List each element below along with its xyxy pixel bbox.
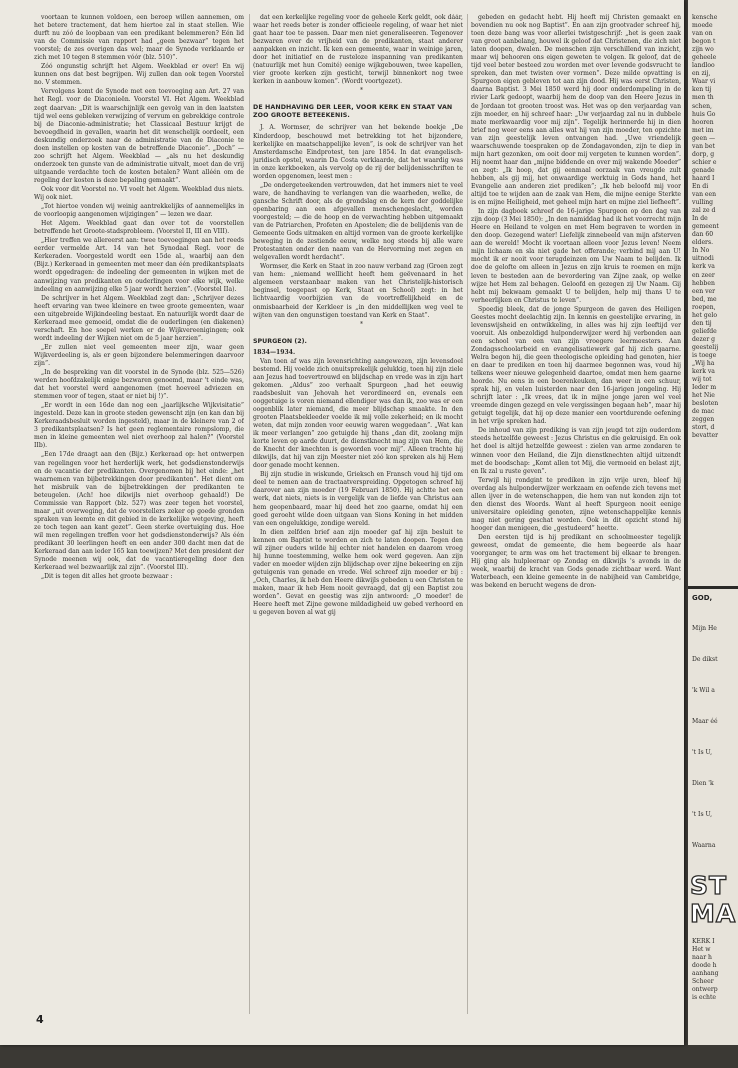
paragraph: „Dit is tegen dit alles het groote bezwaar :	[41, 573, 173, 581]
adjacent-text-line: den tij	[692, 319, 712, 327]
adjacent-text-line: ken tij	[692, 86, 712, 94]
poem-line: De dikst	[692, 656, 718, 664]
adjacent-text-line: kerk va	[692, 263, 715, 271]
paragraph: Zóó ongunstig schrijft het Algem. Weekblad er over! En wij kunnen ons dat best begrijpen. Wij zullen dan ook tegen Voorstel no. V stemmen.	[34, 63, 244, 87]
adjacent-text-line: gemeent	[692, 223, 719, 231]
paragraph: Van toen af was zijn levensrichting aangewezen, zijn levensdoel bestemd. Hij voelde zich onuitsprekelijk gelukkig, toen hij zijn ziele aan Jezus had toevertrouwd en blijdschap en vrede was in zijn hart gekomen. „Aldus” zoo verhaalt Spurgeon „had het eeuwig raadsbesluit van Jehovah het verordineerd en, evenals een ooggetuige is voren niemand ellendiger was dan ik, zoo was er een oogenblik later niemand, die meer blijdschap smaakte. In den grooten Plaatsbekleeder voelde ik mij volle zekerheid; en ik mocht weten, dat mijn zonden voor eeuwig waren weggedaan”. „Wat kan ik meer verlangen” zoo getuigde hij thans „dan dit, zoolang mijn korte leven op aarde duurt, de dienstknecht mag zijn van Hem, die de Knecht der knechten is geworden voor mij”. Alleen trachte hij dikwijls, dat hij van zijn Meester niet zóó kon spreken als hij Hem door genade mocht kennen.	[253, 357, 463, 470]
adjacent-page-poem	[688, 625, 738, 873]
paragraph: Den eersten tijd is hij predikant en schoolmeester tegelijk geweest, omdat de gemeente, die hem begeerde als haar voorganger, te arm was om het tractement bij elkaar te brengen. Hij ging als hulpleeraar op Zondag en dikwijls 's avonds in de week, waarbij de kracht van Gods genade zichtbaar werd. Want Waterbeach, een kleine gemeente in de nabijheid van Cambridge, was bekend en berucht wegens de dron-	[471, 534, 681, 590]
adjacent-text-line: kensche	[692, 14, 718, 21]
paragraph: De inhoud van zijn prediking is van zijn jeugd tot zijn ouderdom steeds hetzelfde geweest : Jezus Christus en die gekruisigd. En ook het doel is altijd hetzelfde geweest : zielen van arme zondaren te winnen voor den Heiland, die Zijn dienstknechten altijd uitzendt met de boodschap: „Komt allen tot Mij, die vermoeid en belast zijt, en Ik zal u ruste geven”.	[471, 427, 681, 475]
article-column-3	[471, 14, 681, 1014]
adjacent-text-line: Het w	[692, 946, 711, 954]
poem-line: 't Is U,	[692, 749, 713, 757]
paragraph: Terwijl hij rondgint te prediken in zijn vrije uren, bleef hij overdag als hulponderwijzer werkzaam en oefende zich tevens met allen ijver in de wetenschappen, die hem van nut konden zijn tot den dienst des Woords. Want al heeft Spurgeon nooit eenige universitaire opleiding genoten, zijne wetenschappelijke kennis mag niet gering geschat worden. Ook in dit opzicht stond hij hooger dan menigeen, die „gestudeerd” heette.	[471, 476, 681, 532]
adjacent-text-line: En di	[692, 182, 709, 190]
poem-line: Maar éé	[692, 718, 718, 726]
paragraph: In zijn dagboek schreef de 16-jarige Spurgeon op den dag van zijn doop (3 Mei 1850): „In den namiddag had ik het voorrecht mijn Heere en Heiland te volgen en met Hem begraven te worden in den doop. Gezegend water! Liefelijk zinnebeeld van mijn afsterven aan de wereld! Mocht ik voortaan alleen voor Jezus leven! Neem mijn lichaam en sla niet gade het offerande; verbind mij aan U! mocht ik er nooit voor terugdeinzen om Uw Naam te belijden. Ik doe de gelofte om alleen in Jezus en zijn kruis te roemen en mijn leven te besteden aan de bevordering van Zijne zaak, op welke wijze het Hem zal behagen. Geloofd en gezegen zij Uw Naam. Gij hebt mij bekwaam gemaakt U te belijden, help mij thans U te verheerlijken en Christus te leven”.	[471, 208, 681, 304]
adjacent-text-line: geliefde	[692, 327, 717, 335]
adjacent-text-line: wij tot	[692, 376, 712, 384]
adjacent-text-line: van bet	[692, 142, 715, 150]
adjacent-text-line: roepen,	[692, 303, 716, 311]
paragraph: „Een 17de draagt aan den (Bijz.) Kerkeraad op: het ontwerpen van regelingen voor het herderlijk werk, het godsdienstonderwijs en de vacantie der predikanten. Overgenomen bij het einde: „het waarnemen van bijbetrekkingen door predikanten”. Het dient om het misbruik van de bijbetrekkingen der predikanten te beteugelen. (Ach! hoe dikwijls niet overhoop gehaald!) De Commissie van Rapport (blz. 527) was zeer tegen het voorstel, maar „uit overweging, dat de voorstellers zeker op goede gronden spraken van leemte en dit gebied in de kerkelijke wetgeving, heeft ze toch tegen aan kant gezet”. Geen sterke overtuiging dus. Hoe wil men regelingen treffen voor het godsdienstonderwijs? Als één predikant 30 leerlingen heeft en een ander 300 dacht men dat de Kerkeraad dan aan ieder 165 kan toewijzen? Met den president der Synode meenen wij ook, dat de vacantieregeling door den Kerkeraad wel bezwaarlijk zal zijn”. (Voorstel III).	[34, 451, 244, 572]
adjacent-text-line: vulling	[692, 199, 714, 207]
paragraph: voortaan te kunnen voldoen, een beroep willen aannemen, om het betere tractement, dat hem hiertoe zal in staat stellen. Wie durft nu zóó de loopbaan van een predikant belemmeren? Eén lid van de Commissie van rapport had „geen bezwaar” tegen het voorstel; de zes overigen das wel; maar de Synode verklaarde er zich met 10 tegen 8 stemmen vóór (blz. 510)”.	[34, 14, 244, 62]
paragraph: dat een kerkelijke regeling voor de geheele Kerk geldt, ook dáár, waar het reeds beter is zonder officieele regeling, of waar het niet gaat haar toe te passen. Daar men niet generaliseeren. Tegenover bezwaren over de vrijheid van de predikanten, staat anderer aanpakken en inzicht. Ik ken een gemeente, waar in weinige jaren, door het initiatief en de rusteloze inspanning van predikanten (natuurlijk met hun Comité) eenige wijkgebouwen, twee kapellen, vier groote kerken zijn gesticht, terwijl binnenkort nog twee kerken in aanbouw komen”. (Wordt voortgezet).	[253, 14, 463, 86]
adjacent-text-line: geestelij	[692, 343, 719, 351]
article-heading: DE HANDHAVING DER LEER, VOOR KERK EN STAAT VAN ZOO GROOTE BETEEKENIS.	[253, 104, 453, 120]
article-heading: SPURGEON (2).	[253, 337, 307, 345]
poem-line: 't Is U,	[692, 811, 713, 819]
adjacent-text-line: begon t	[692, 38, 716, 46]
adjacent-page-top-text	[688, 14, 738, 440]
column-divider	[467, 14, 468, 1014]
adjacent-text-line: Ieder m	[692, 384, 717, 392]
adjacent-text-line: zijn wo	[692, 46, 714, 54]
adjacent-text-line: dezer g	[692, 335, 716, 343]
adjacent-text-line: de mac	[692, 408, 715, 416]
paragraph: „De ondergeteekenden vertrouwden, dat het immers niet te veel ware, de handhaving te verlangen van die waarheden, welke, de gansche Schrift door, als de grondslag en de kern der goddelijke openbaring aan een afgevallen menschengeslacht, worden voorgesteld; — die de hoop en de verwachting hebben uitgemaakt van de Patriarchen, Profeten en Apostelen; die de belijdenis van de Gemeente Gods uitmaken en altijd vormen van de groote kerkelijke beweging in de zestiende eeuw, welke nog steeds bij alle ware Protestanten onder den naam van de Hervorming met zegen en welgevallen wordt herdacht”.	[253, 181, 463, 262]
paragraph: gebeden en gedacht hebt. Hij heeft mij Christen gemaakt en bovendien nu ook nog Baptist”. En aan zijn grootvader schreef hij, toen deze bang was voor allerlei twistgeschrijf: „het is geen zaak van groot aanbelang, houwel ik geloof dat Christenen, die zich niet laten doopen, dwalen. De menschen zijn verschillend van inzicht, maar wij behooren ons eigen geweten te volgen. Ik geloof, dat de tijd veel beter besteed zou worden met over levende godsvrucht te spreken, dan met twisten over vormen”. Deze milde opvatting is Spurgeon eigen gebleven tot aan zijn dood. Hij was eerst Christen, daarna Baptist. 3 Mei 1850 werd hij door onderdompeling in de rivier Lark gedoopt, waarbij hem de doop van den Heere Jezus in de Jordaan tot grooten troost was. Het was op den verjaardag van zijn moeder, en hij schreef haar: „Uw verjaardag zal nu in dubbele mate merkwaardig voor mij zijn”. Tegelijk herinnerde hij in dien brief nog weer eens aan alles wat hij van zijn moeder, ten opzichte van zijn geestelijk leven ontvangen had. „Uwe vriendelijk waarschuwende toespraken op de Zondagavonden, zijn te diep in mijn hart gezonken, om ooit door mij vergeten te kunnen worden”. Hij noemt haar dan „mijne biddende en over mij wakende Moeder” en zegt: „Ik hoop, dat gij eenmaal oorzaak van vreugde zult hebben, als gij mij, het onwaardige werktuig in Gods hand, het Evangelie aan anderen ziet prediken”; „Ik heb beloofd mij voor altijd toe te wijden aan de zaak van Hem, die mijne eenige Sterkte is en mijne Heiligheid, met geheel mijn hart en mijne ziel liefheeft”.	[471, 14, 681, 207]
adjacent-text-line: uitnodi	[692, 255, 714, 263]
adjacent-text-line: schier e	[692, 158, 717, 166]
adjacent-text-line: aanhang	[692, 970, 719, 978]
column-divider	[249, 14, 250, 1014]
section-mark: *	[360, 320, 363, 328]
adjacent-text-line: KERK I	[692, 938, 715, 945]
adjacent-page-bottom-text	[688, 938, 738, 1002]
adjacent-text-line: ontwerp	[692, 986, 718, 994]
adjacent-text-line: „Wij ha	[692, 360, 715, 368]
adjacent-text-line: In de	[692, 215, 708, 223]
page-number: 4	[36, 1013, 44, 1026]
article-column-2	[253, 14, 463, 1014]
paragraph: Ook voor dit Voorstel no. VI voelt het Algem. Weekblad dus niets. Wij ook niet.	[34, 185, 244, 202]
paragraph: De schrijver in het Algem. Weekblad zegt dan: „Schrijver dezes heeft ervaring van twee kleinere en twee groote gemeenten, waar een uitgebreide Wijkindeeling bestaat. En natuurlijk wordt daar de Kerkeraad mee gemoeid, omdat die de ouderlingen (en diakenen) verschaft. En hoe soepel werken er de Wijkvereenigingen; ook wordt indeeling der Wijken niet om de 5 jaar herzien”.	[34, 294, 244, 342]
article-column-1	[34, 14, 244, 1014]
adjacent-text-line: haard I	[692, 174, 715, 182]
adjacent-text-line: moede	[692, 22, 713, 30]
adjacent-page-edge	[688, 0, 738, 1045]
adjacent-text-line: hebben	[692, 279, 715, 287]
paragraph: J. A. Wormser, de schrijver van het bekende boekje „De Kinderdoop, beschouwd met betrekking tot het bijzondere, kerkelijke en maatschappelijke leven”, is ook de schrijver van het Amsterdamsche Eindprotest, ten jare 1854. In dat evangelisch-juridisch opstel, waarin Da Costa verklaarde, dat het waardig was in onze kerkboeken, als vervolg op de rij der belijdenisschriften te worden opgenomen, leest men :	[253, 124, 463, 180]
adjacent-text-line: schen,	[692, 102, 712, 110]
section-rule	[688, 586, 738, 589]
adjacent-text-line: elders.	[692, 239, 714, 247]
paragraph: In dien zelfden brief aan zijn moeder gaf hij zijn besluit te kennen om Baptist te worden en zich te laten doopen. Tegen den wil zijner ouders wilde hij echter niet handelen en daarom vroeg hij hunne toestemming, welke hem ook werd gegeven. Aan zijn vader en moeder wijden zijn blijdschap over zijne bekeering en zijn getuigenis van genade en vrede. Wel schreef zijn moeder er bij : „Och, Charles, ik heb den Heere dikwijls gebeden u een Christen te maken, maar ik heb Hem nooit gevraagd, dat gij een Baptist zou worden”. Gevat en geestig was zijn antwoord: „O moeder! de Heere heeft met Zijne gewone mildadigheid uw gebed verhoord en u gegeven boven al wat gij	[253, 528, 463, 617]
poem-line: Mijn He	[692, 625, 717, 632]
poem-line: 'k Wil a	[692, 687, 715, 695]
adjacent-text-line: van een	[692, 191, 717, 199]
adjacent-text-line: In No	[692, 247, 710, 255]
section-mark: *	[360, 87, 363, 95]
adjacent-text-line: dorp, g	[692, 150, 715, 158]
adjacent-page-heading: GOD,	[692, 594, 713, 602]
adjacent-text-line: dan 60	[692, 231, 714, 239]
adjacent-page-title-line-2: MA	[690, 899, 737, 928]
adjacent-text-line: huis Go	[692, 110, 716, 118]
adjacent-text-line: het gelo	[692, 311, 718, 319]
adjacent-text-line: landloo	[692, 62, 715, 70]
adjacent-text-line: hooren	[692, 118, 714, 126]
paragraph: Bij zijn studie in wiskunde, Grieksch en Fransch voud hij tijd om deel te nemen aan de tractaatverspreiding. Opgetogen schreef hij daarover aan zijn moeder (19 Februari 1850). Hij achtte het een werk, dat niets, niets is in vergelijk van de liefde van Christus aan hem geopenbaard, maar hij deed het zoo gaarne, omdat hij een goed geroeht wilde doen uitgaan van Sions Koning in het midden van een ongelukkige, zondige wereld.	[253, 471, 463, 527]
adjacent-text-line: Waar vi	[692, 78, 716, 86]
adjacent-text-line: kerk va	[692, 368, 715, 376]
paragraph: „Hier treffen we allereerst aan: twee toevoegingen aan het reeds eerder vermelde Art. 14 van het Synodaal Regl. voor de Kerkeraden. Voorgesteld wordt een 15de al., waarbij aan den (Bijz.) Kerkeraad in gemeenten met meer dan één predikantsplaats wordt opgedragen: de indeeling der gemeenten in wijken met de aanwijzing van predikanten en ouderlingen voor elke wijk, welke indeeling en aanwijzing elke 5 jaar wordt herzien”. (Voorstel IIa).	[34, 237, 244, 293]
poem-line: Waarna	[692, 842, 716, 850]
adjacent-text-line: en zij,	[692, 70, 711, 78]
paragraph: Het Algem. Weekblad gaat dan over tot de voorstellen betreffende het Groote-stadsprobleem. (Voorstel II, III en VIII).	[34, 220, 244, 236]
paragraph: Spoedig bleek, dat de jonge Spurgeon de gaven des Heiligen Geestes mocht deelachtig zijn. In kennis en geestelijke ervaring, in levenswijsheid en ontwikkeling, in alles was hij zijn leeftijd ver vooruit. Als onbezoldigd hulponderwijzer werd hij verbonden aan een school van een van zijn vroegere leermeesters. Aan Zondagsschoolarbeid en evangelisatiewerk gaf hij zich gaarne. Welra begon hij, die geen theologische opleiding had genoten, hier en daar te prediken en toen hij daarmee begonnen was, voud hij telkens weer nieuwe gelegenheid daartoe, omdat men hem gaarne hoorde. Nu eens in een boerenkeuken, dan weer in een schuur, sprak hij, en velen luisterden naar den 16-jarigen jongeling. Hij schrijft later : „Ik vrees, dat ik in mijne jonge jaren wel veel vreemde dingen gezegd en vele vergissingen begaan heb”, maar hij getuigt tegelijk, dat hij op deze manier een voortdurende oefening in het vrije spreken had.	[471, 305, 681, 426]
article-subtitle: 1834—1934.	[253, 348, 296, 356]
adjacent-text-line: is echte	[692, 994, 717, 1002]
adjacent-text-line: het Nie	[692, 392, 715, 400]
adjacent-text-line: en zeer	[692, 271, 715, 279]
adjacent-text-line: is toege	[692, 351, 717, 359]
poem-line: Dien 'k	[692, 780, 714, 788]
paragraph: „In de bespreking van dit voorstel in de Synode (blz. 525—526) werden hoofdzakelijk enige bezwaren genoemd, maar 't einde was, dat het voorstel werd aangenomen (met hoeveel adviezen en stemmen voor of tegen, staat er niet bij !)”.	[34, 369, 244, 401]
paragraph: „Er zullen niet veel gemeenten meer zijn, waar geen Wijkverdeeling is, als er geen bijzondere belemmeringen daarvoor zijn”.	[34, 343, 244, 367]
adjacent-text-line: met im	[692, 126, 714, 134]
adjacent-text-line: zal ze d	[692, 207, 716, 215]
paragraph: Wormser, die Kerk en Staat in zoo nauw verband zag (Groen zegt van hem: „niemand welllicht heeft hem geëvenaard in het algemeen verstaanbaar maken van het Christelijk-historisch beginsel, toegepast op Kerk, Staat en School) zegt: in het lichtvaardig voorbijzien van de voortreffelijkheid en de onmisbaarheid der Kerkleer is „in den middellijken weg veel te wijten van den ongunstigen toestand van Kerk en Staat”.	[253, 263, 463, 319]
adjacent-text-line: stort, d	[692, 424, 715, 432]
adjacent-text-line: van on	[692, 30, 713, 38]
adjacent-text-line: Scheer	[692, 978, 714, 986]
adjacent-text-line: doode h	[692, 962, 717, 970]
paragraph: „Er wordt in een 16de dan nog een „jaarlijksche Wijkvisitatie” ingesteld. Deze kan in groote steden gewenscht zijn (en kan dan bij Kerkeraadsbesluit worden ingesteld), maar in de kleinere van 2 of 3 predikantsplaatsen? Is het geen reglementaire rompslomp, die men in kleine gemeenten wel niet overhoop zal halen?” (Voorstel IIb).	[34, 402, 244, 450]
adjacent-text-line: genade	[692, 166, 715, 174]
adjacent-text-line: zeggen	[692, 416, 715, 424]
adjacent-page-title-line-1: ST	[690, 871, 728, 900]
paragraph: Vervolgens komt de Synode met een toevoeging aan Art. 27 van het Regl. voor de Diaconieën. Voorstel VI. Het Algem. Weekblad zegt daarvan: „Dit is waarschijnlijk een gevolg van in den laatsten tijd wel eens gebleken verwijzing of vervum en gebrekkige controle bij de Diaconie-administratie; het Classicaal Bestuur krijgt de bevoegdheid in gevallen, waarin het dit wenschelijk oordeelt, een deskundig onderzoek naar de administratie van de Diaconie te doen instellen op kosten van de betreffende Diaconie”. „Doch” — zoo schrijft het Algem. Weekblad — „als nu het deskundig onderzoek ten gunste van de administratie uitvalt, moet dan de vrij uitgaande verdachte toch de kosten betalen? Want alléén om de regeling der kosten is deze bepaling gemaakt”.	[34, 88, 244, 184]
paragraph: „Tot hiertoe vonden wij weinig aantrekkelijks of aannemelijks in de voorloopig aangenomen wijzigingen” — lezen we daar.	[34, 203, 244, 219]
adjacent-text-line: naar h	[692, 954, 712, 962]
adjacent-text-line: men th	[692, 94, 714, 102]
adjacent-text-line: besloten	[692, 400, 719, 408]
adjacent-text-line: een ver	[692, 287, 716, 295]
adjacent-text-line: bed, me	[692, 295, 717, 303]
adjacent-text-line: bevatter	[692, 432, 718, 440]
adjacent-text-line: geheele	[692, 54, 717, 62]
adjacent-text-line: geen —	[692, 134, 716, 142]
